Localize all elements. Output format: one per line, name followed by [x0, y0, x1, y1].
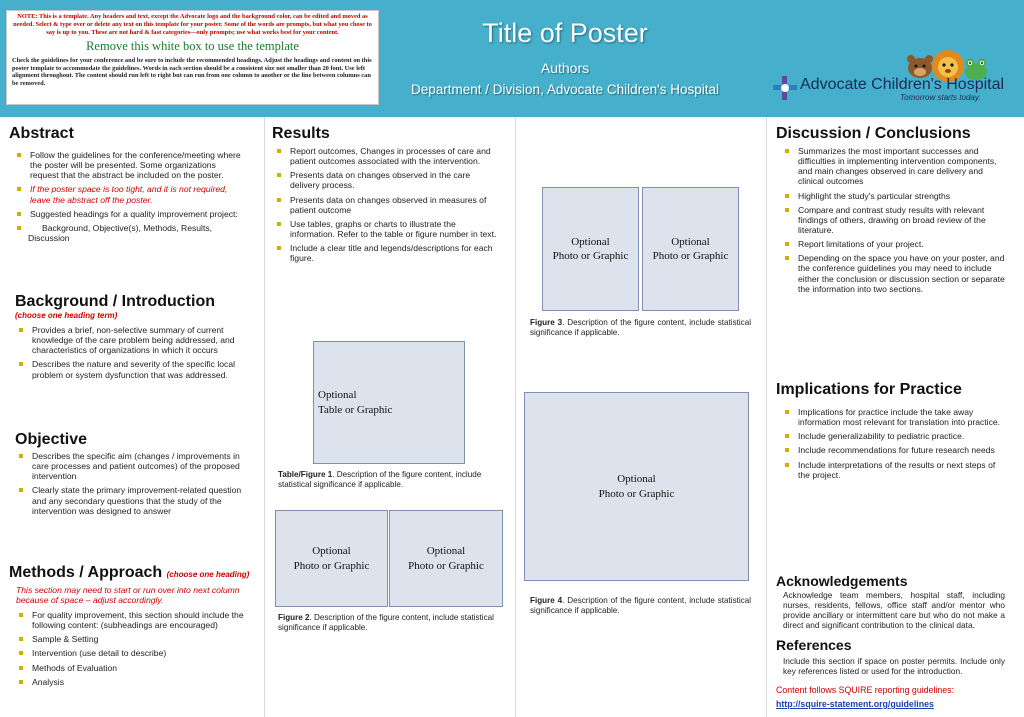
list-item[interactable]: Clearly state the primary improvement-related question and any secondary questions that the study of the intervention was designed to answer — [16, 485, 246, 515]
list-item[interactable]: Include a clear title and legends/descriptions for each figure. — [274, 243, 500, 263]
acknowledgements-text[interactable]: Acknowledge team members, hospital staff, including nurses, residents, fellows, office staff and/or mentor who provide ancillary or intermittent care but who do not make a direct and significant contribution to the clinical data. — [783, 590, 1005, 630]
figure-3b-line1: Optional — [671, 235, 710, 248]
background-title[interactable]: Background / Introduction — [15, 293, 215, 310]
list-item[interactable] — [14, 223, 246, 243]
squire-link[interactable]: http://squire-statement.org/guidelines — [776, 699, 934, 709]
figure-1-line2: Table or Graphic — [318, 403, 393, 416]
figure-2-caption-label: Figure 2 — [278, 613, 310, 622]
figure-3-caption — [530, 318, 751, 337]
methods-space-note: This section may need to start or run over into next column because of space – adjust accordingly. — [16, 585, 240, 606]
objective-title[interactable]: Objective — [15, 431, 88, 448]
figure-4-line2: Photo or Graphic — [598, 487, 675, 500]
figure-1-caption — [278, 470, 498, 489]
list-item[interactable]: Implications for practice include the take away information most relevant for translation into practice. — [782, 407, 1008, 427]
column-divider-3 — [766, 117, 767, 717]
figure-3b-placeholder[interactable] — [642, 187, 739, 311]
poster-header — [0, 0, 1024, 117]
advocate-logo — [770, 48, 1020, 108]
figure-3a-placeholder[interactable] — [542, 187, 639, 311]
objective-list — [16, 451, 246, 520]
list-item[interactable]: If the poster space is too tight, and it is not required, leave the abstract off the poster. — [14, 184, 246, 204]
methods-heading-note: (choose one heading) — [166, 570, 250, 579]
figure-1-caption-label: Table/Figure 1 — [278, 470, 333, 479]
squire-note: Content follows SQUIRE reporting guidelines: — [776, 685, 954, 695]
figure-2a-line2: Photo or Graphic — [293, 559, 370, 572]
figure-2b-line1: Optional — [426, 545, 466, 558]
references-title[interactable]: References — [776, 637, 852, 653]
poster-title[interactable]: Title of Poster — [482, 18, 648, 48]
list-item[interactable]: Include interpretations of the results or next steps of the project. — [782, 460, 1008, 480]
figure-2a-placeholder[interactable] — [275, 510, 388, 607]
acknowledgements-title[interactable]: Acknowledgements — [776, 573, 908, 589]
figure-1-line1: Optional — [318, 389, 357, 402]
list-item[interactable]: Analysis — [16, 677, 248, 687]
column-divider-2 — [515, 117, 516, 717]
figure-4-caption — [530, 596, 751, 615]
figure-2-caption-text: . Description of the figure content, include statistical significance if applicable. — [278, 613, 494, 632]
poster-authors[interactable]: Authors — [540, 60, 590, 76]
logo-tagline: Tomorrow starts today. — [900, 93, 981, 102]
note-warning-text: NOTE: This is a template. Any headers and text, except the Advocate logo and the background color, can be edited and moved as needed. Select & type over or delete any text on this template for your poster. Some of the words are prompts, but what you chose to say is up to you. These are not hard & fast categories—only prompts; use what works best for your content. — [13, 13, 372, 36]
list-item[interactable]: Depending on the space you have on your poster, and the conference guidelines you may need to include either the conclusion or discussion section or separate the information into two sections. — [782, 253, 1008, 294]
abstract-list — [14, 150, 246, 247]
list-item[interactable]: Include recommendations for future research needs — [782, 445, 1008, 455]
advocate-cross-icon — [772, 75, 798, 101]
figure-4-placeholder[interactable] — [524, 392, 749, 581]
abstract-title[interactable]: Abstract — [9, 125, 74, 142]
poster-department[interactable]: Department / Division, Advocate Children's Hospital — [411, 82, 719, 97]
figure-3a-line1: Optional — [571, 235, 610, 248]
methods-list — [16, 610, 248, 691]
discussion-list — [782, 146, 1008, 298]
list-item[interactable]: Presents data on changes observed in measures of patient outcome — [274, 195, 500, 215]
implications-title[interactable]: Implications for Practice — [776, 381, 962, 398]
list-item-text: Background, Objective(s), Methods, Results, Discussion — [28, 222, 213, 243]
figure-4-caption-text: . Description of the figure content, include statistical significance if applicable. — [530, 596, 752, 615]
list-item[interactable]: Summarizes the most important successes and difficulties in implementing intervention components, and main changes observed in care delivery and clinical outcomes — [782, 146, 1008, 187]
list-item[interactable]: Intervention (use detail to describe) — [16, 648, 248, 658]
note-body-text: Check the guidelines for your conference and be sure to include the recommended headings. Adjust the headings and content on this poster template to accommodate the guidelines. Words in each section should be a consistent size not smaller than 20 font. Use left alignment throughout. The content should run left to right but can run from one column to another or the line between columns can be removed. — [12, 56, 372, 88]
list-item[interactable]: Describes the specific aim (changes / improvements in care processes and patient outcomes) of the proposed intervention — [16, 451, 246, 481]
results-list — [274, 146, 500, 267]
list-item[interactable]: Methods of Evaluation — [16, 663, 248, 673]
methods-title[interactable] — [9, 564, 249, 582]
figure-2a-line1: Optional — [312, 545, 351, 558]
results-title[interactable]: Results — [272, 125, 330, 142]
list-item[interactable]: For quality improvement, this section should include the following content: (subheadings are encouraged) — [16, 610, 248, 630]
figure-3-caption-text: . Description of the figure content, include statistical significance if applicable. — [530, 318, 752, 337]
figure-3a-line2: Photo or Graphic — [552, 250, 629, 262]
list-item[interactable]: Report limitations of your project. — [782, 239, 1008, 249]
list-item[interactable]: Presents data on changes observed in the care delivery process. — [274, 170, 500, 190]
list-item[interactable]: Describes the nature and severity of the specific local problem or system dysfunction that was addressed. — [16, 359, 248, 379]
note-heading: Remove this white box to use the template — [86, 39, 299, 54]
list-item[interactable]: Use tables, graphs or charts to illustrate the information. Refer to the table or figure number in text. — [274, 219, 500, 239]
implications-list — [782, 407, 1008, 484]
list-item[interactable]: Report outcomes, Changes in processes of care and patient outcomes associated with the intervention. — [274, 146, 500, 166]
list-item[interactable]: Compare and contrast study results with relevant findings of others, drawing on broad review of the literature. — [782, 205, 1008, 235]
discussion-title[interactable]: Discussion / Conclusions — [776, 125, 971, 142]
figure-1-placeholder[interactable] — [313, 341, 465, 464]
figure-4-caption-label: Figure 4 — [530, 596, 563, 605]
list-item[interactable]: Suggested headings for a quality improvement project: — [14, 209, 246, 219]
figure-2b-placeholder[interactable] — [389, 510, 503, 607]
list-item[interactable]: Highlight the study's particular strengths — [782, 191, 1008, 201]
figure-2-caption — [278, 613, 498, 632]
template-note-box[interactable] — [6, 10, 379, 105]
logo-name: Advocate Children's Hospital — [800, 76, 1005, 93]
references-text[interactable]: Include this section if space on poster permits. Include only key references listed or used for the introduction. — [783, 656, 1005, 676]
figure-2b-line2: Photo or Graphic — [408, 559, 484, 572]
column-divider-1 — [264, 117, 265, 717]
figure-4-line1: Optional — [617, 473, 656, 486]
methods-title-text: Methods / Approach — [9, 564, 163, 581]
background-list — [16, 325, 248, 384]
list-item[interactable]: Follow the guidelines for the conference/meeting where the poster will be presented. Some organizations request that the abstract be included on the poster. — [14, 150, 246, 180]
background-heading-note: (choose one heading term) — [15, 311, 118, 320]
list-item[interactable]: Include generalizability to pediatric practice. — [782, 431, 1008, 441]
list-item[interactable]: Sample & Setting — [16, 634, 248, 644]
figure-3-caption-label: Figure 3 — [530, 318, 563, 327]
list-item[interactable]: Provides a brief, non-selective summary of current knowledge of the care problem being addressed, and characteristics of organizations in which it occurs — [16, 325, 248, 355]
figure-3b-line2: Photo or Graphic — [652, 250, 729, 262]
figure-1-caption-text: . Description of the figure content, include statistical significance if applicable. — [278, 470, 482, 489]
